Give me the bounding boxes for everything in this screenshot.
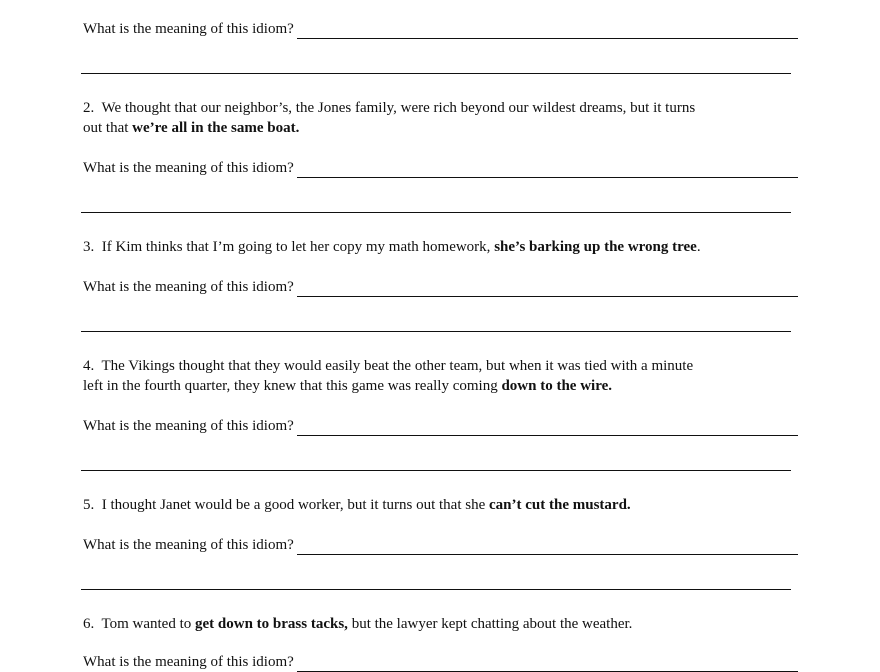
question-2-text-line-2 — [83, 118, 299, 138]
answer-blank[interactable] — [297, 24, 798, 39]
sentence-text: left in the fourth quarter, they knew that this game was really coming — [83, 378, 502, 394]
question-number: 2. — [83, 100, 95, 116]
question-prompt: What is the meaning of this idiom? — [83, 160, 294, 176]
question-prompt: What is the meaning of this idiom? — [83, 279, 294, 295]
sentence-text: We thought that our neighbor’s, the Jones family, were rich beyond our wildest dreams, but it turns — [101, 100, 696, 116]
sentence-text: Tom wanted to — [101, 616, 195, 632]
answer-line[interactable] — [81, 470, 791, 471]
answer-blank[interactable] — [297, 657, 798, 672]
idiom-phrase: we’re all in the same boat. — [132, 120, 300, 136]
question-number: 6. — [83, 616, 95, 632]
answer-line[interactable] — [81, 73, 791, 74]
idiom-phrase: get down to brass tacks, — [195, 616, 348, 632]
question-prompt: What is the meaning of this idiom? — [83, 654, 294, 670]
question-1-prompt-row — [83, 19, 798, 39]
sentence-text: but the lawyer kept chatting about the weather. — [347, 616, 633, 632]
sentence-text: out that — [83, 120, 133, 136]
question-prompt: What is the meaning of this idiom? — [83, 418, 294, 434]
question-number: 3. — [83, 239, 95, 255]
question-prompt: What is the meaning of this idiom? — [83, 21, 294, 37]
question-6-text-line-1 — [83, 614, 632, 634]
answer-blank[interactable] — [297, 540, 798, 555]
question-4-text-line-1 — [83, 356, 693, 376]
answer-line[interactable] — [81, 212, 791, 213]
question-5-text-line-1 — [83, 495, 631, 515]
question-4-prompt-row — [83, 416, 798, 436]
question-6-prompt-row — [83, 652, 798, 672]
idiom-phrase: she’s barking up the wrong tree — [494, 239, 697, 255]
answer-blank[interactable] — [297, 282, 798, 297]
question-number: 5. — [83, 497, 95, 513]
answer-line[interactable] — [81, 331, 791, 332]
sentence-text: I thought Janet would be a good worker, but it turns out that she — [101, 497, 490, 513]
question-3-prompt-row — [83, 277, 798, 297]
sentence-text: The Vikings thought that they would easily beat the other team, but when it was tied with a minute — [101, 358, 694, 374]
question-number: 4. — [83, 358, 95, 374]
question-3-text-line-1 — [83, 237, 701, 257]
idiom-phrase: can’t cut the mustard. — [489, 497, 631, 513]
answer-line[interactable] — [81, 589, 791, 590]
question-2-text-line-1 — [83, 98, 695, 118]
question-5-prompt-row — [83, 535, 798, 555]
question-prompt: What is the meaning of this idiom? — [83, 537, 294, 553]
answer-blank[interactable] — [297, 163, 798, 178]
sentence-text: If Kim thinks that I’m going to let her copy my math homework, — [101, 239, 495, 255]
question-4-text-line-2 — [83, 376, 612, 396]
sentence-text: . — [696, 239, 701, 255]
answer-blank[interactable] — [297, 421, 798, 436]
question-2-prompt-row — [83, 158, 798, 178]
idiom-phrase: down to the wire. — [501, 378, 613, 394]
